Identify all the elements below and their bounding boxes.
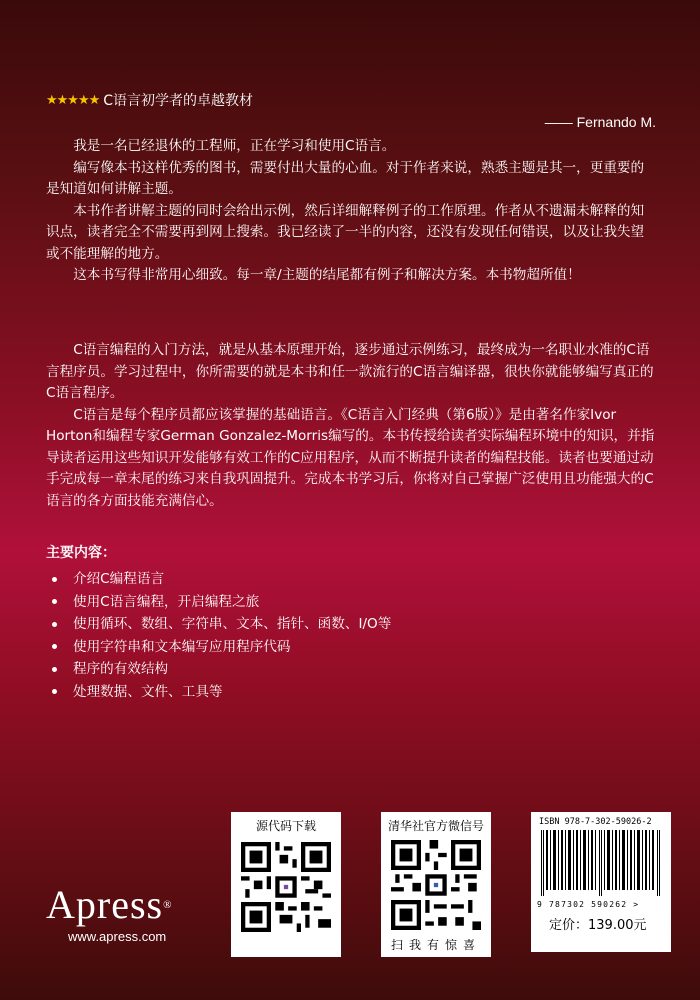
qr-code-icon[interactable]	[391, 840, 481, 930]
contents-list	[46, 568, 646, 703]
list-item-label: 程序的有效结构	[73, 661, 169, 677]
list-item	[46, 636, 646, 659]
wechat-qr-card[interactable]	[381, 812, 491, 957]
review-paragraph: 我是一名已经退休的工程师，正在学习和使用C语言。	[73, 138, 396, 154]
list-item-label: 介绍C编程语言	[73, 571, 165, 587]
bullet-icon	[52, 599, 57, 604]
review-section	[46, 90, 656, 287]
intro-paragraph: C语言编程的入门方法，就是从基本原理开始，逐步通过示例练习，最终成为一名职业水准的C语言程序员。学习过程中，你所需要的就是本书和任一款流行的C语言编译器，很快你就能够编写真正的C语言程序。	[46, 342, 654, 401]
list-item	[46, 658, 646, 681]
qr-code-icon[interactable]	[241, 842, 331, 932]
review-headline: C语言初学者的卓越教材	[103, 93, 254, 109]
list-item	[46, 568, 646, 591]
qr-title: 清华社官方微信号	[387, 819, 484, 833]
registered-mark: ®	[163, 899, 173, 911]
bullet-icon	[52, 644, 57, 649]
review-paragraph: 这本书写得非常用心细致。每一章/主题的结尾都有例子和解决方案。本书物超所值！	[73, 267, 581, 283]
bullet-icon	[52, 689, 57, 694]
rating-stars-icon: ★★★★★	[46, 92, 100, 108]
isbn-label: ISBN 978-7-302-59026-2	[539, 817, 652, 827]
barcode-icon	[539, 830, 663, 896]
qr-title: 源代码下载	[255, 819, 316, 833]
review-header	[46, 90, 656, 110]
bullet-icon	[52, 622, 57, 627]
isbn-digits: 9 787302 590262 >	[537, 900, 640, 909]
publisher-logo	[46, 882, 173, 944]
bullet-icon	[52, 577, 57, 582]
list-item-label: 使用C语言编程，开启编程之旅	[73, 593, 260, 610]
list-item	[46, 591, 646, 614]
contents-section	[46, 542, 646, 703]
publisher-logo-text: Apress	[46, 882, 164, 927]
publisher-url[interactable]: www.apress.com	[68, 929, 167, 944]
intro-section	[46, 340, 656, 512]
list-item-label: 使用字符串和文本编写应用程序代码	[73, 638, 291, 655]
list-item	[46, 681, 646, 704]
qr-footer: 扫我有惊喜	[390, 938, 481, 952]
bullet-icon	[52, 667, 57, 672]
intro-paragraph: C语言是每个程序员都应该掌握的基础语言。《C语言入门经典（第6版）》是由著名作家Ivor Horton和编程专家German Gonzalez-Morris编写的。本书传授给读者实际编程环境中的知识，并指导读者运用这些知识开发能够有效工作的C应用程序，从而不断提升读者的编程技能。读者也要通过动手完成每一章末尾的练习来自我巩固提升。完成本书学习后，你将对自己掌握广泛使用且功能强大的C语言的各方面技能充满信心。	[46, 406, 655, 509]
price-label: 定价：139.00元	[549, 918, 647, 933]
source-code-qr-card[interactable]	[231, 812, 341, 957]
review-body	[46, 136, 656, 287]
list-item-label: 处理数据、文件、工具等	[73, 683, 223, 700]
review-paragraph: 本书作者讲解主题的同时会给出示例，然后详细解释例子的工作原理。作者从不遗漏未解释的知识点，读者完全不需要再到网上搜索。我已经读了一半的内容，还没有发现任何错误，以及让我失望或不能理解的地方。	[46, 202, 645, 262]
review-author: —— Fernando M.	[544, 114, 656, 130]
list-item-label: 使用循环、数组、字符串、文本、指针、函数、I/O等	[73, 616, 392, 632]
contents-title: 主要内容：	[46, 545, 116, 561]
isbn-barcode-card	[531, 812, 671, 952]
list-item	[46, 613, 646, 636]
review-paragraph: 编写像本书这样优秀的图书，需要付出大量的心血。对于作者来说，熟悉主题是其一，更重要的是知道如何讲解主题。	[46, 159, 645, 197]
